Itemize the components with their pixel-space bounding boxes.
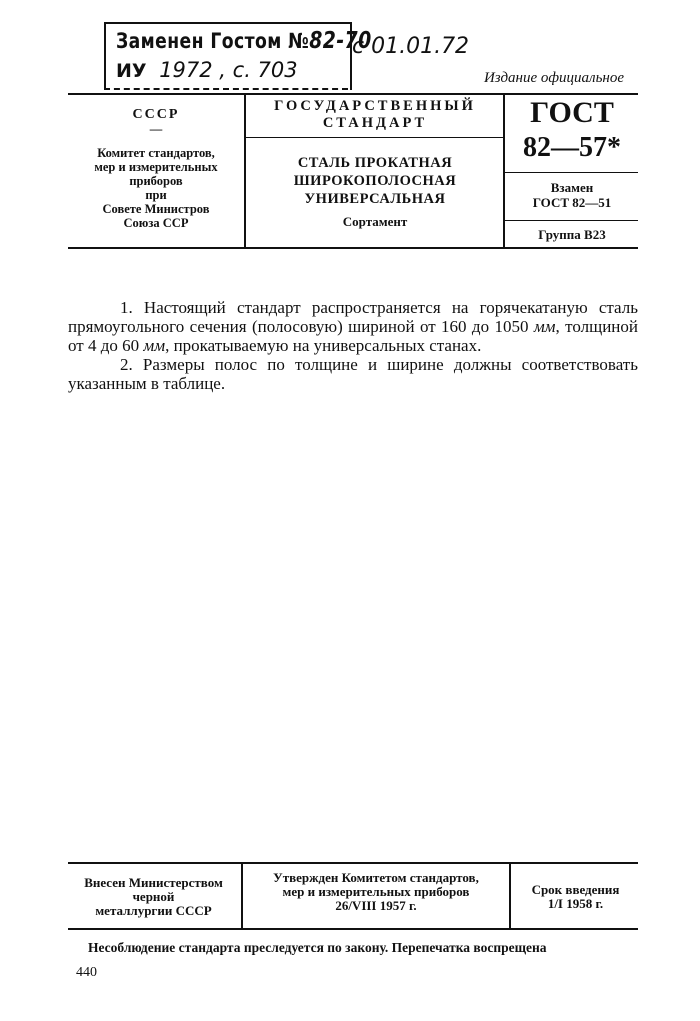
- group-label: Группа В23: [538, 227, 606, 242]
- authority-line: Комитет стандартов,: [97, 146, 215, 160]
- authority-line: Совете Министров: [102, 202, 210, 216]
- header-divider-2: [503, 94, 505, 247]
- page-number: 440: [76, 965, 97, 980]
- footer-bottom-rule: [68, 928, 638, 930]
- stamp-index: ИУ: [116, 60, 147, 82]
- replaces-label: Взамен: [550, 180, 594, 195]
- legal-notice: Несоблюдение стандарта преследуется по закону. Перепечатка воспрещена: [88, 940, 547, 955]
- header-mid-rule: [246, 137, 503, 138]
- standard-subtitle: Сортамент: [342, 214, 408, 229]
- paragraph-2: [68, 355, 638, 393]
- stamp-line-1: [116, 28, 372, 54]
- stamp-replaced-by: Заменен Гостом №: [116, 29, 310, 53]
- para1-text: , толщиной от 4 до 60: [68, 317, 638, 355]
- approved-line: Утвержден Комитетом стандартов,: [273, 870, 479, 885]
- effective-line: 1/I 1958 г.: [547, 896, 604, 911]
- stamp-bottom-border: [104, 88, 348, 90]
- stamp-replacement-number: 82-70: [309, 28, 372, 54]
- introduced-line: Внесен Министерством: [84, 875, 223, 890]
- stamp-year-page: 1972 , с. 703: [159, 58, 298, 82]
- title-line: ШИРОКОПОЛОСНАЯ: [293, 173, 457, 189]
- gost-number: 82—57*: [523, 132, 621, 163]
- approved-line: 26/VIII 1957 г.: [335, 898, 417, 913]
- footer-divider-1: [241, 863, 243, 928]
- authority-dash: —: [149, 122, 163, 136]
- state-standard-heading: [248, 98, 502, 132]
- edition-label: Издание официальное: [483, 70, 624, 86]
- header-bottom-rule: [68, 247, 638, 249]
- authority-org: [68, 146, 244, 230]
- effective-date: [513, 883, 638, 911]
- approved-by: [245, 871, 507, 913]
- introduced-line: металлургии СССР: [95, 903, 212, 918]
- paragraph-1: [68, 298, 638, 355]
- para2-text: 2. Размеры полос по толщине и ширине должны соответствовать указанным в таблице.: [68, 355, 638, 393]
- unit-mm: мм: [533, 317, 556, 336]
- country-label: СССР: [132, 107, 180, 122]
- unit-mm: мм: [143, 336, 166, 355]
- title-line: СТАЛЬ ПРОКАТНАЯ: [297, 155, 453, 171]
- stamp-line-2: [116, 58, 298, 82]
- state-standard-line: СТАНДАРТ: [322, 115, 428, 131]
- authority-line: приборов: [129, 174, 183, 188]
- header-top-rule: [68, 93, 638, 95]
- gost-rule-2: [505, 220, 638, 221]
- title-line: УНИВЕРСАЛЬНАЯ: [304, 191, 446, 207]
- stamp-date: с 01.01.72: [352, 34, 470, 59]
- standard-body: [68, 298, 638, 393]
- standard-title: [248, 154, 502, 208]
- introduced-line: черной: [132, 889, 175, 904]
- header-divider-1: [244, 94, 246, 247]
- gost-rule-1: [505, 172, 638, 173]
- footer-top-rule: [68, 862, 638, 864]
- replaces-block: [506, 180, 638, 210]
- state-standard-line: ГОСУДАРСТВЕННЫЙ: [274, 98, 476, 114]
- authority-line: при: [145, 188, 167, 202]
- para1-text: , прокатываемую на универсальных станах.: [165, 336, 482, 355]
- gost-label: ГОСТ: [530, 96, 614, 129]
- introduced-by: [68, 876, 239, 918]
- authority-line: мер и измерительных: [94, 160, 218, 174]
- approved-line: мер и измерительных приборов: [282, 884, 470, 899]
- footer-divider-2: [509, 863, 511, 928]
- effective-line: Срок введения: [531, 882, 620, 897]
- para1-text: 1. Настоящий стандарт распространяется на горячекатаную сталь прямоугольного сечения (полосовую) шириной от 160 до 1050: [68, 298, 638, 336]
- authority-line: Союза ССР: [123, 216, 189, 230]
- replaces-value: ГОСТ 82—51: [532, 195, 612, 210]
